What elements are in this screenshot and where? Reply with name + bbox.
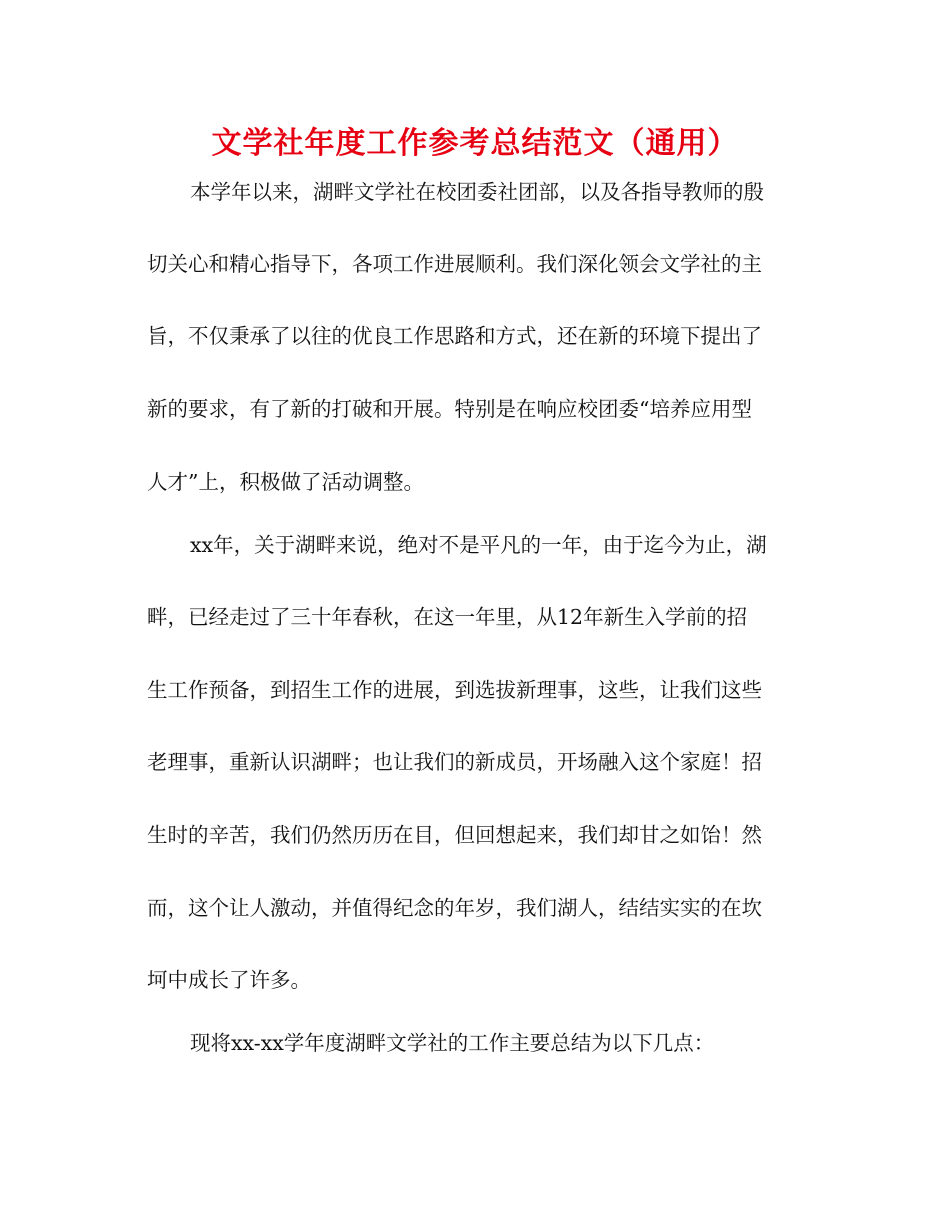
paragraph-line: xx年，关于湖畔来说，绝对不是平凡的一年，由于迄今为止，湖 bbox=[190, 533, 767, 557]
paragraph-line: 老理事，重新认识湖畔；也让我们的新成员，开场融入这个家庭！招 bbox=[147, 750, 762, 774]
document-title: 文学社年度工作参考总结范文（通用） bbox=[211, 126, 739, 161]
paragraph-line: 而，这个让人激动，并值得纪念的年岁，我们湖人，结结实实的在坎 bbox=[147, 896, 762, 920]
paragraph-line: 生时的辛苦，我们仍然历历在目，但回想起来，我们却甘之如饴！然 bbox=[147, 823, 762, 847]
paragraph-line: 生工作预备，到招生工作的进展，到选拔新理事，这些，让我们这些 bbox=[147, 678, 762, 702]
paragraph-line: 人才”上，积极做了活动调整。 bbox=[147, 470, 424, 494]
paragraph-line: 现将xx-xx学年度湖畔文学社的工作主要总结为以下几点： bbox=[190, 1031, 715, 1055]
paragraph-line: 切关心和精心指导下，各项工作进展顺利。我们深化领会文学社的主 bbox=[147, 252, 762, 276]
paragraph-line: 新的要求，有了新的打破和开展。特别是在响应校团委“培养应用型 bbox=[147, 397, 752, 421]
paragraph-line: 旨，不仅秉承了以往的优良工作思路和方式，还在新的环境下提出了 bbox=[147, 324, 762, 348]
paragraph-line: 本学年以来，湖畔文学社在校团委社团部，以及各指导教师的殷 bbox=[190, 180, 764, 204]
paragraph-line: 坷中成长了许多。 bbox=[147, 968, 311, 992]
paragraph-line: 畔，已经走过了三十年春秋，在这一年里，从12年新生入学前的招 bbox=[147, 605, 748, 629]
